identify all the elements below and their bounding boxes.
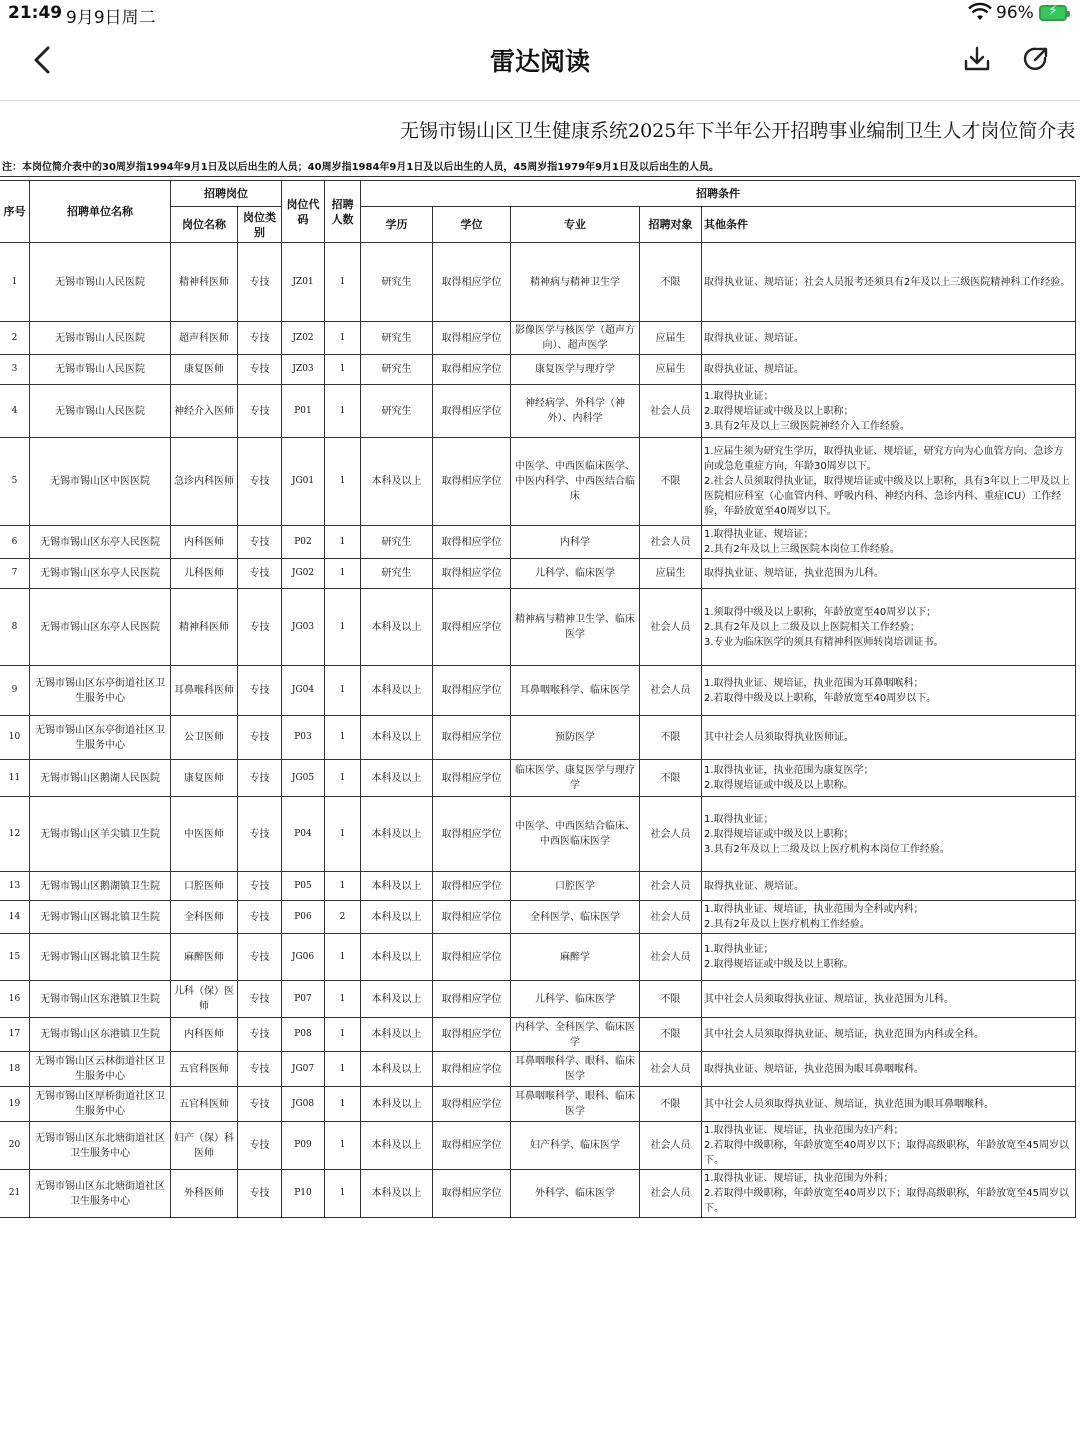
cell-code: P07 xyxy=(282,981,325,1018)
header-count: 招聘人数 xyxy=(325,181,361,243)
cell-target: 不限 xyxy=(640,716,702,760)
cell-count: 1 xyxy=(325,243,361,322)
cell-edu: 研究生 xyxy=(361,559,433,589)
header-seq: 序号 xyxy=(0,181,30,243)
cell-edu: 本科及以上 xyxy=(361,438,433,526)
header-education: 学历 xyxy=(361,207,433,243)
cell-major: 耳鼻咽喉科学、临床医学 xyxy=(511,666,640,716)
cell-major: 神经病学、外科学（神外）、内科学 xyxy=(511,385,640,438)
cell-unit: 无锡市锡山区东亭人民医院 xyxy=(30,589,171,666)
cell-code: P10 xyxy=(282,1170,325,1218)
cell-target: 应届生 xyxy=(640,322,702,355)
table-row xyxy=(0,1052,1076,1087)
cell-degree: 取得相应学位 xyxy=(433,438,511,526)
cell-edu: 本科及以上 xyxy=(361,934,433,981)
cell-unit: 无锡市锡山区东亭人民医院 xyxy=(30,526,171,559)
cell-major: 精神病与精神卫生学、临床医学 xyxy=(511,589,640,666)
cell-major: 口腔医学 xyxy=(511,872,640,901)
job-table xyxy=(0,180,1076,1218)
cell-major: 妇产科学、临床医学 xyxy=(511,1122,640,1170)
cell-seq: 15 xyxy=(0,934,30,981)
cell-unit: 无锡市锡山区云林街道社区卫生服务中心 xyxy=(30,1052,171,1087)
cell-edu: 本科及以上 xyxy=(361,716,433,760)
cell-seq: 8 xyxy=(0,589,30,666)
cell-target: 社会人员 xyxy=(640,797,702,872)
cell-edu: 本科及以上 xyxy=(361,1087,433,1122)
cell-other: 取得执业证、规培证。 xyxy=(702,322,1076,355)
cell-edu: 研究生 xyxy=(361,355,433,385)
cell-code: JG01 xyxy=(282,438,325,526)
status-bar xyxy=(0,0,1080,28)
cell-name: 五官科医师 xyxy=(171,1087,238,1122)
cell-type: 专技 xyxy=(238,322,282,355)
cell-other: 1.取得执业证、规培证，执业范围为外科； 2.若取得中级职称，年龄放宽至40周岁以下；取得高级职称，年龄放宽至45周岁以下。 xyxy=(702,1170,1076,1218)
document-title: 无锡市锡山区卫生健康系统2025年下半年公开招聘事业编制卫生人才岗位简介表 xyxy=(400,120,1076,142)
header-post-name: 岗位名称 xyxy=(171,207,238,243)
cell-name: 内科医师 xyxy=(171,526,238,559)
cell-degree: 取得相应学位 xyxy=(433,589,511,666)
cell-major: 儿科学、临床医学 xyxy=(511,981,640,1018)
cell-unit: 无锡市锡山区东北塘街道社区卫生服务中心 xyxy=(30,1122,171,1170)
cell-other: 1.应届生须为研究生学历，取得执业证、规培证，研究方向为心血管方向、急诊方向或急危重症方向，年龄30周岁以下。 2.社会人员须取得执业证，取得规培证或中级及以上职称，具有3年以上二甲及以上医院相应科室（心血管内科、呼吸内科、神经内科、急诊内科、重症ICU）工作经验，年龄放宽至40周岁以下。 xyxy=(702,438,1076,526)
cell-count: 1 xyxy=(325,716,361,760)
cell-major: 耳鼻咽喉科学、眼科、临床医学 xyxy=(511,1087,640,1122)
cell-seq: 6 xyxy=(0,526,30,559)
nav-title: 雷达阅读 xyxy=(489,47,590,76)
cell-code: P05 xyxy=(282,872,325,901)
cell-seq: 18 xyxy=(0,1052,30,1087)
cell-count: 1 xyxy=(325,1170,361,1218)
cell-target: 不限 xyxy=(640,1087,702,1122)
cell-name: 康复医师 xyxy=(171,355,238,385)
header-post-code: 岗位代码 xyxy=(282,181,325,243)
cell-major: 中医学、中西医结合临床、中西医临床医学 xyxy=(511,797,640,872)
header-other: 其他条件 xyxy=(702,207,1076,243)
cell-type: 专技 xyxy=(238,1018,282,1052)
document-top-border xyxy=(0,100,1080,101)
cell-edu: 本科及以上 xyxy=(361,797,433,872)
cell-degree: 取得相应学位 xyxy=(433,981,511,1018)
cell-target: 社会人员 xyxy=(640,1122,702,1170)
cell-edu: 本科及以上 xyxy=(361,981,433,1018)
cell-seq: 12 xyxy=(0,797,30,872)
cell-name: 口腔医师 xyxy=(171,872,238,901)
share-icon xyxy=(1021,44,1051,74)
cell-count: 1 xyxy=(325,589,361,666)
cell-unit: 无锡市锡山区东亭人民医院 xyxy=(30,559,171,589)
cell-unit: 无锡市锡山区东港镇卫生院 xyxy=(30,1018,171,1052)
share-button[interactable] xyxy=(1021,44,1051,74)
cell-unit: 无锡市锡山区东北塘街道社区卫生服务中心 xyxy=(30,1170,171,1218)
cell-code: JG02 xyxy=(282,559,325,589)
cell-edu: 本科及以上 xyxy=(361,589,433,666)
cell-unit: 无锡市锡山区鹅湖镇卫生院 xyxy=(30,872,171,901)
cell-edu: 本科及以上 xyxy=(361,760,433,797)
cell-count: 1 xyxy=(325,1018,361,1052)
cell-degree: 取得相应学位 xyxy=(433,385,511,438)
cell-type: 专技 xyxy=(238,901,282,934)
cell-degree: 取得相应学位 xyxy=(433,901,511,934)
cell-major: 耳鼻咽喉科学、眼科、临床医学 xyxy=(511,1052,640,1087)
cell-code: JZ02 xyxy=(282,322,325,355)
header-major: 专业 xyxy=(511,207,640,243)
cell-seq: 20 xyxy=(0,1122,30,1170)
cell-edu: 本科及以上 xyxy=(361,666,433,716)
cell-type: 专技 xyxy=(238,438,282,526)
cell-name: 儿科医师 xyxy=(171,559,238,589)
header-degree: 学位 xyxy=(433,207,511,243)
cell-seq: 14 xyxy=(0,901,30,934)
cell-name: 康复医师 xyxy=(171,760,238,797)
table-row xyxy=(0,666,1076,716)
cell-degree: 取得相应学位 xyxy=(433,760,511,797)
cell-target: 社会人员 xyxy=(640,666,702,716)
table-row xyxy=(0,355,1076,385)
cell-degree: 取得相应学位 xyxy=(433,559,511,589)
cell-code: P01 xyxy=(282,385,325,438)
note-divider xyxy=(0,176,1080,177)
cell-other: 1.取得执业证； 2.取得规培证或中级及以上职称； 3.具有2年及以上二级及以上医疗机构本岗位工作经验。 xyxy=(702,797,1076,872)
cell-major: 康复医学与理疗学 xyxy=(511,355,640,385)
cell-target: 社会人员 xyxy=(640,589,702,666)
cell-major: 儿科学、临床医学 xyxy=(511,559,640,589)
cell-target: 社会人员 xyxy=(640,1170,702,1218)
cell-seq: 9 xyxy=(0,666,30,716)
cell-seq: 13 xyxy=(0,872,30,901)
cell-count: 2 xyxy=(325,901,361,934)
cell-seq: 1 xyxy=(0,243,30,322)
table-row xyxy=(0,716,1076,760)
cell-target: 不限 xyxy=(640,1018,702,1052)
cell-type: 专技 xyxy=(238,385,282,438)
table-row xyxy=(0,526,1076,559)
battery-percent: 96% xyxy=(996,3,1034,23)
cell-seq: 7 xyxy=(0,559,30,589)
cell-unit: 无锡市锡山区东亭街道社区卫生服务中心 xyxy=(30,716,171,760)
cell-degree: 取得相应学位 xyxy=(433,716,511,760)
cell-seq: 19 xyxy=(0,1087,30,1122)
table-row xyxy=(0,438,1076,526)
cell-code: P06 xyxy=(282,901,325,934)
cell-name: 精神科医师 xyxy=(171,589,238,666)
cell-code: P08 xyxy=(282,1018,325,1052)
cell-target: 应届生 xyxy=(640,559,702,589)
cell-seq: 5 xyxy=(0,438,30,526)
cell-seq: 10 xyxy=(0,716,30,760)
cell-major: 临床医学、康复医学与理疗学 xyxy=(511,760,640,797)
cell-major: 精神病与精神卫生学 xyxy=(511,243,640,322)
cell-target: 社会人员 xyxy=(640,872,702,901)
cell-type: 专技 xyxy=(238,1170,282,1218)
table-row xyxy=(0,1087,1076,1122)
cell-code: P02 xyxy=(282,526,325,559)
cell-target: 应届生 xyxy=(640,355,702,385)
table-row xyxy=(0,901,1076,934)
cell-target: 社会人员 xyxy=(640,526,702,559)
table-row xyxy=(0,797,1076,872)
cell-code: P09 xyxy=(282,1122,325,1170)
cell-type: 专技 xyxy=(238,981,282,1018)
cell-other: 其中社会人员须取得执业证、规培证，执业范围为眼耳鼻咽喉科。 xyxy=(702,1087,1076,1122)
cell-other: 其中社会人员须取得执业证、规培证，执业范围为儿科。 xyxy=(702,981,1076,1018)
cell-other: 1.须取得中级及以上职称，年龄放宽至40周岁以下； 2.具有2年及以上二级及以上医院相关工作经验； 3.专业为临床医学的须具有精神科医师转岗培训证书。 xyxy=(702,589,1076,666)
cell-count: 1 xyxy=(325,1122,361,1170)
cell-other: 1.取得执业证、规培证，执业范围为妇产科； 2.若取得中级职称，年龄放宽至40周岁以下；取得高级职称，年龄放宽至45周岁以下。 xyxy=(702,1122,1076,1170)
cell-edu: 本科及以上 xyxy=(361,1018,433,1052)
cell-other: 其中社会人员须取得执业证、规培证，执业范围为内科或全科。 xyxy=(702,1018,1076,1052)
cell-count: 1 xyxy=(325,438,361,526)
cell-degree: 取得相应学位 xyxy=(433,1122,511,1170)
table-row xyxy=(0,385,1076,438)
header-post-group: 招聘岗位 xyxy=(171,181,282,207)
cell-count: 1 xyxy=(325,559,361,589)
cell-other: 其中社会人员须取得执业医师证。 xyxy=(702,716,1076,760)
cell-other: 取得执业证、规培证；社会人员报考还须具有2年及以上三级医院精神科工作经验。 xyxy=(702,243,1076,322)
cell-other: 取得执业证、规培证，执业范围为眼耳鼻咽喉科。 xyxy=(702,1052,1076,1087)
cell-edu: 本科及以上 xyxy=(361,1052,433,1087)
cell-count: 1 xyxy=(325,981,361,1018)
cell-target: 社会人员 xyxy=(640,934,702,981)
cell-edu: 研究生 xyxy=(361,243,433,322)
cell-name: 超声科医师 xyxy=(171,322,238,355)
cell-name: 全科医师 xyxy=(171,901,238,934)
cell-code: JG03 xyxy=(282,589,325,666)
table-row xyxy=(0,243,1076,322)
cell-unit: 无锡市锡山人民医院 xyxy=(30,385,171,438)
cell-count: 1 xyxy=(325,666,361,716)
table-row xyxy=(0,1018,1076,1052)
cell-name: 公卫医师 xyxy=(171,716,238,760)
status-date: 9月9日周二 xyxy=(66,8,156,28)
battery-icon xyxy=(1039,5,1067,21)
cell-other: 1.取得执业证、规培证，执业范围为耳鼻咽喉科； 2.若取得中级及以上职称，年龄放宽至40周岁以下。 xyxy=(702,666,1076,716)
table-row xyxy=(0,1122,1076,1170)
table-row xyxy=(0,934,1076,981)
cell-edu: 本科及以上 xyxy=(361,1170,433,1218)
cell-degree: 取得相应学位 xyxy=(433,1170,511,1218)
cell-other: 1.取得执业证； 2.取得规培证或中级及以上职称。 xyxy=(702,934,1076,981)
cell-major: 外科学、临床医学 xyxy=(511,1170,640,1218)
cell-type: 专技 xyxy=(238,666,282,716)
table-row xyxy=(0,559,1076,589)
cell-type: 专技 xyxy=(238,716,282,760)
cell-degree: 取得相应学位 xyxy=(433,243,511,322)
header-post-type: 岗位类别 xyxy=(238,207,282,243)
cell-unit: 无锡市锡山区东港镇卫生院 xyxy=(30,981,171,1018)
cell-type: 专技 xyxy=(238,1087,282,1122)
cell-count: 1 xyxy=(325,526,361,559)
download-button[interactable] xyxy=(962,44,992,74)
cell-target: 不限 xyxy=(640,438,702,526)
cell-code: P03 xyxy=(282,716,325,760)
cell-degree: 取得相应学位 xyxy=(433,1087,511,1122)
cell-code: JZ03 xyxy=(282,355,325,385)
cell-degree: 取得相应学位 xyxy=(433,526,511,559)
cell-count: 1 xyxy=(325,872,361,901)
cell-code: P04 xyxy=(282,797,325,872)
table-row xyxy=(0,1170,1076,1218)
table-row xyxy=(0,760,1076,797)
cell-unit: 无锡市锡山区中医医院 xyxy=(30,438,171,526)
cell-type: 专技 xyxy=(238,872,282,901)
cell-type: 专技 xyxy=(238,559,282,589)
cell-degree: 取得相应学位 xyxy=(433,322,511,355)
cell-seq: 3 xyxy=(0,355,30,385)
cell-name: 麻醉医师 xyxy=(171,934,238,981)
cell-edu: 研究生 xyxy=(361,322,433,355)
cell-other: 1.取得执业证、规培证； 2.具有2年及以上三级医院本岗位工作经验。 xyxy=(702,526,1076,559)
cell-name: 五官科医师 xyxy=(171,1052,238,1087)
cell-degree: 取得相应学位 xyxy=(433,797,511,872)
cell-target: 社会人员 xyxy=(640,901,702,934)
cell-count: 1 xyxy=(325,385,361,438)
cell-unit: 无锡市锡山区锡北镇卫生院 xyxy=(30,901,171,934)
document-note: 注：本岗位简介表中的30周岁指1994年9月1日及以后出生的人员；40周岁指1984年9月1日及以后出生的人员，45周岁指1979年9月1日及以后出生的人员。 xyxy=(2,162,719,173)
cell-name: 儿科（保）医师 xyxy=(171,981,238,1018)
cell-name: 内科医师 xyxy=(171,1018,238,1052)
cell-other: 取得执业证、规培证。 xyxy=(702,355,1076,385)
wifi-icon xyxy=(968,2,992,27)
cell-edu: 本科及以上 xyxy=(361,872,433,901)
header-unit: 招聘单位名称 xyxy=(30,181,171,243)
cell-unit: 无锡市锡山区鹅湖人民医院 xyxy=(30,760,171,797)
cell-degree: 取得相应学位 xyxy=(433,666,511,716)
cell-major: 内科学、全科医学、临床医学 xyxy=(511,1018,640,1052)
cell-code: JG08 xyxy=(282,1087,325,1122)
cell-other: 取得执业证、规培证。 xyxy=(702,872,1076,901)
cell-seq: 2 xyxy=(0,322,30,355)
cell-major: 预防医学 xyxy=(511,716,640,760)
cell-name: 耳鼻喉科医师 xyxy=(171,666,238,716)
cell-seq: 21 xyxy=(0,1170,30,1218)
cell-type: 专技 xyxy=(238,589,282,666)
cell-other: 1.取得执业证，执业范围为康复医学； 2.取得规培证或中级及以上职称。 xyxy=(702,760,1076,797)
cell-count: 1 xyxy=(325,934,361,981)
cell-code: JZ01 xyxy=(282,243,325,322)
cell-degree: 取得相应学位 xyxy=(433,355,511,385)
table-row xyxy=(0,589,1076,666)
cell-unit: 无锡市锡山人民医院 xyxy=(30,355,171,385)
cell-code: JG05 xyxy=(282,760,325,797)
cell-seq: 11 xyxy=(0,760,30,797)
cell-degree: 取得相应学位 xyxy=(433,934,511,981)
cell-type: 专技 xyxy=(238,1052,282,1087)
cell-edu: 研究生 xyxy=(361,385,433,438)
cell-type: 专技 xyxy=(238,1122,282,1170)
cell-target: 社会人员 xyxy=(640,1052,702,1087)
cell-target: 不限 xyxy=(640,760,702,797)
cell-type: 专技 xyxy=(238,355,282,385)
cell-name: 妇产（保）科医师 xyxy=(171,1122,238,1170)
cell-type: 专技 xyxy=(238,797,282,872)
cell-count: 1 xyxy=(325,355,361,385)
cell-count: 1 xyxy=(325,797,361,872)
cell-major: 影像医学与核医学（超声方向）、超声医学 xyxy=(511,322,640,355)
cell-edu: 本科及以上 xyxy=(361,1122,433,1170)
cell-name: 急诊内科医师 xyxy=(171,438,238,526)
download-icon xyxy=(962,44,992,74)
cell-name: 中医医师 xyxy=(171,797,238,872)
status-time: 21:49 xyxy=(8,3,63,23)
cell-target: 社会人员 xyxy=(640,385,702,438)
cell-code: JG07 xyxy=(282,1052,325,1087)
cell-name: 神经介入医师 xyxy=(171,385,238,438)
cell-other: 1.取得执业证； 2.取得规培证或中级及以上职称； 3.具有2年及以上三级医院神经介入工作经验。 xyxy=(702,385,1076,438)
cell-unit: 无锡市锡山人民医院 xyxy=(30,322,171,355)
cell-major: 麻醉学 xyxy=(511,934,640,981)
cell-seq: 4 xyxy=(0,385,30,438)
cell-degree: 取得相应学位 xyxy=(433,872,511,901)
cell-type: 专技 xyxy=(238,934,282,981)
cell-major: 中医学、中西医临床医学、中医内科学、中西医结合临床 xyxy=(511,438,640,526)
cell-unit: 无锡市锡山区羊尖镇卫生院 xyxy=(30,797,171,872)
cell-degree: 取得相应学位 xyxy=(433,1052,511,1087)
cell-code: JG06 xyxy=(282,934,325,981)
cell-major: 全科医学、临床医学 xyxy=(511,901,640,934)
cell-edu: 本科及以上 xyxy=(361,901,433,934)
cell-other: 取得执业证、规培证，执业范围为儿科。 xyxy=(702,559,1076,589)
cell-unit: 无锡市锡山区厚桥街道社区卫生服务中心 xyxy=(30,1087,171,1122)
cell-name: 外科医师 xyxy=(171,1170,238,1218)
cell-unit: 无锡市锡山区锡北镇卫生院 xyxy=(30,934,171,981)
charging-bolt-icon: ⚡ xyxy=(1048,3,1058,19)
header-cond-group: 招聘条件 xyxy=(361,181,1076,207)
cell-count: 1 xyxy=(325,322,361,355)
cell-target: 不限 xyxy=(640,981,702,1018)
cell-major: 内科学 xyxy=(511,526,640,559)
cell-seq: 17 xyxy=(0,1018,30,1052)
cell-count: 1 xyxy=(325,1052,361,1087)
cell-target: 不限 xyxy=(640,243,702,322)
cell-name: 精神科医师 xyxy=(171,243,238,322)
cell-other: 1.取得执业证、规培证，执业范围为全科或内科； 2.具有2年及以上医疗机构工作经验。 xyxy=(702,901,1076,934)
cell-count: 1 xyxy=(325,760,361,797)
cell-count: 1 xyxy=(325,1087,361,1122)
table-row xyxy=(0,322,1076,355)
table-row xyxy=(0,872,1076,901)
cell-degree: 取得相应学位 xyxy=(433,1018,511,1052)
cell-unit: 无锡市锡山人民医院 xyxy=(30,243,171,322)
cell-edu: 研究生 xyxy=(361,526,433,559)
cell-seq: 16 xyxy=(0,981,30,1018)
nav-bar xyxy=(0,30,1080,90)
cell-type: 专技 xyxy=(238,526,282,559)
cell-code: JG04 xyxy=(282,666,325,716)
cell-type: 专技 xyxy=(238,243,282,322)
header-target: 招聘对象 xyxy=(640,207,702,243)
cell-type: 专技 xyxy=(238,760,282,797)
cell-unit: 无锡市锡山区东亭街道社区卫生服务中心 xyxy=(30,666,171,716)
table-row xyxy=(0,981,1076,1018)
